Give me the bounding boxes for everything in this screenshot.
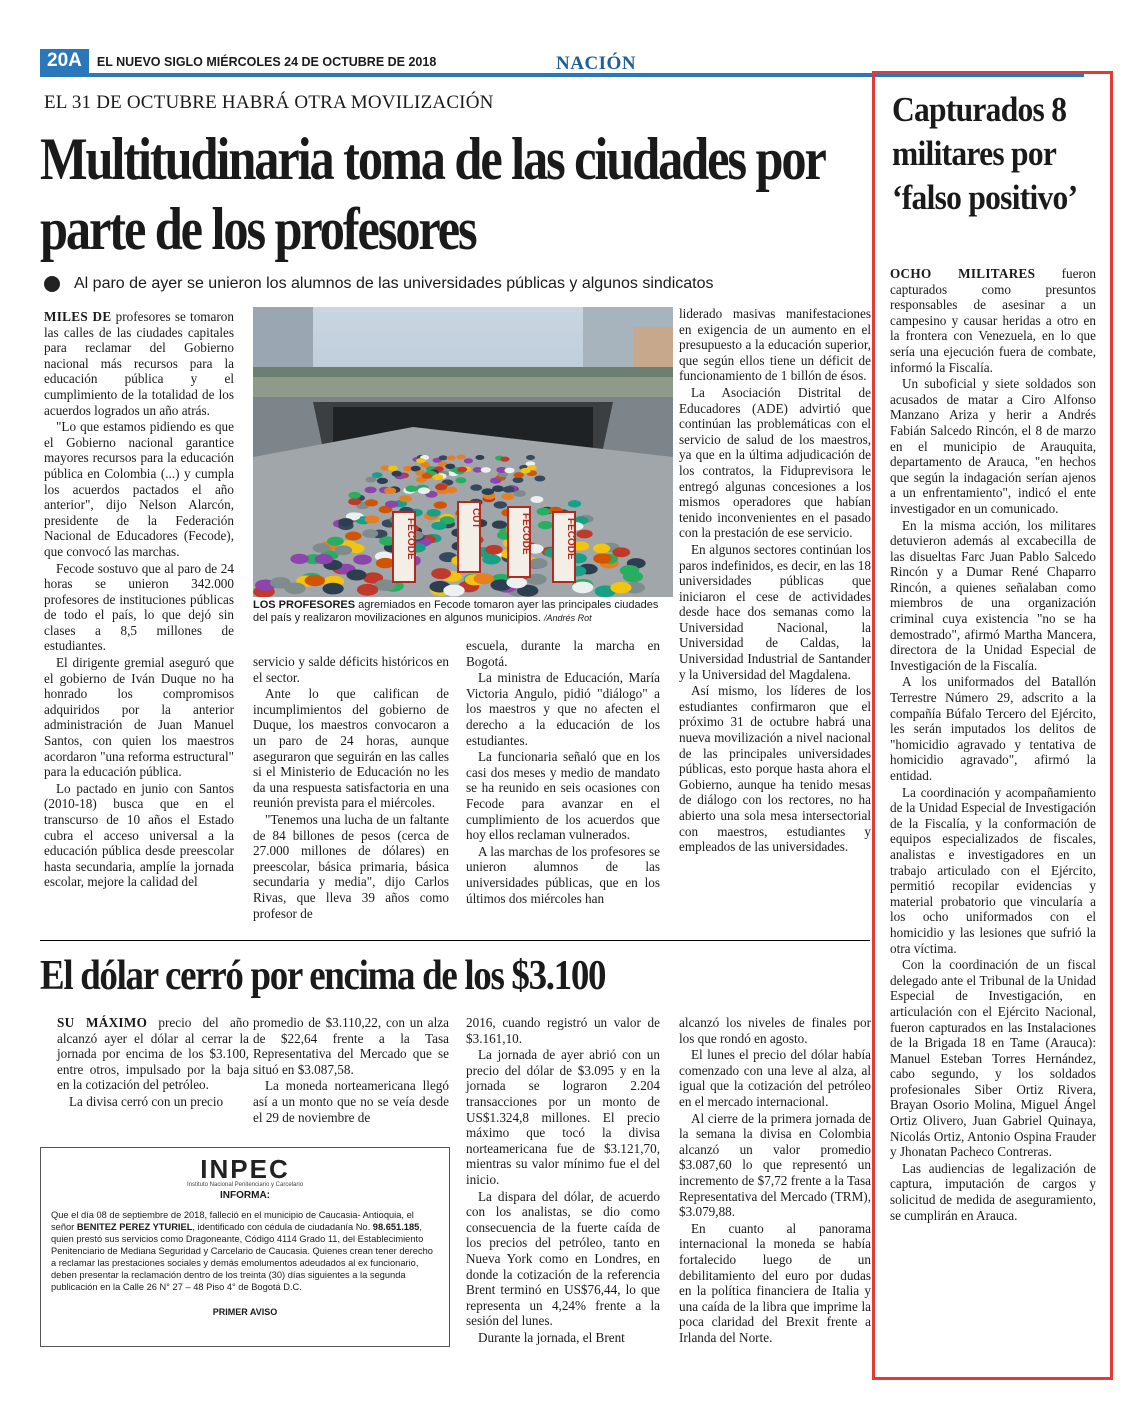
umbrella-shape xyxy=(470,484,482,490)
umbrella-shape xyxy=(435,484,447,490)
sidebar-headline: Capturados 8 militares por ‘falso positivo’ xyxy=(892,90,1078,217)
umbrella-shape xyxy=(406,485,418,492)
umbrella-shape xyxy=(353,555,372,565)
protest-sign-label: FECODE xyxy=(565,518,576,560)
paragraph: El lunes el precio del dólar había comenzado con una leve al alza, al igual que la cotización del petróleo en el mercado internacional. xyxy=(679,1047,871,1109)
umbrella-shape xyxy=(492,521,507,529)
umbrella-shape xyxy=(482,488,494,495)
umbrella-shape xyxy=(464,458,473,463)
umbrella-shape xyxy=(315,554,333,564)
umbrella-shape xyxy=(593,553,611,563)
paragraph: MILES DE profesores se tomaron las calles de las ciudades capitales para reclamar del Gobierno nacional más recursos para la educación pública y el cumplimiento de la totalidad de los acuerdos logrados un año atrás. xyxy=(44,309,234,418)
paragraph: Lo pactado en junio con Santos (2010-18) busca que en el transcurso de 10 años el Estado cubra el acceso universal a la educación pública desde preescolar hasta secundaria, amplíe la jornada escolar, mejore la calidad del xyxy=(44,780,234,890)
bullet-icon xyxy=(44,276,60,292)
inpec-logo: INPEC xyxy=(200,1154,290,1184)
paragraph: Durante la jornada, el Brent xyxy=(478,1329,625,1345)
umbrella-shape xyxy=(447,456,456,461)
paragraph: OCHO MILITARES fueron capturados como presuntos responsables de asesinar a un campesino y causar heridas a otro en la frontera con Venezuela, en lo que sería una ejecución fuera de combate, informó la Fiscalía. xyxy=(890,266,1097,375)
umbrella-shape xyxy=(531,496,544,503)
umbrella-shape xyxy=(338,518,353,526)
umbrella-shape xyxy=(376,558,395,568)
protest-photo-illustration xyxy=(253,307,673,597)
umbrella-shape xyxy=(529,558,548,568)
umbrella-shape xyxy=(422,473,433,479)
umbrella-shape xyxy=(513,477,524,483)
umbrella-shape xyxy=(290,554,308,564)
main-headline: Multitudinaria toma de las ciudades por parte de los profesores xyxy=(40,126,824,262)
paper-date: EL NUEVO SIGLO MIÉRCOLES 24 DE OCTUBRE DE 2018 xyxy=(96,55,437,69)
paragraph: SU MÁXIMO precio del año alcanzó ayer el dólar al cerrar la jornada por encima de los $3.100, entre otros, impulsado por la baja en la cotización del petróleo. xyxy=(57,1015,249,1093)
main-column-3 xyxy=(466,638,660,907)
umbrella-shape xyxy=(431,568,451,579)
umbrella-shape xyxy=(439,455,448,460)
protest-sign-label: FECODE xyxy=(405,518,416,560)
inpec-body-post: , quien prestó sus servicios como Dragoneante, Código 4114 Grado 11, del Establecimiento Penitenciario de Mediana Seguridad y Carcelario de Caucasia. Quienes crean tener derecho a reclamar las prestaciones sociales y demás emolumentos adeudados al ex funcionario, deben presentar la reclamación dentro de los treinta (30) días siguientes a la segunda publicación en la Calle 26 N° 27 – 48 Piso 4° de Bogotá D.C. xyxy=(51,1222,433,1292)
umbrella-shape xyxy=(490,478,501,484)
protest-sign-label: CUT xyxy=(470,508,481,529)
umbrella-shape xyxy=(481,467,491,473)
dollar-column-4 xyxy=(679,1015,871,1346)
umbrella-shape xyxy=(431,522,446,530)
paragraph-lead: MILES DE xyxy=(44,309,112,324)
umbrella-shape xyxy=(514,490,526,497)
protest-sign-label: FECODE xyxy=(520,513,531,555)
protest-sign xyxy=(393,512,416,582)
paragraph: servicio y salde déficits históricos en el sector. xyxy=(253,654,449,685)
dollar-column-2 xyxy=(253,1015,449,1126)
umbrella-shape xyxy=(620,565,640,576)
dollar-headline: El dólar cerró por encima de los $3.100 xyxy=(40,953,606,999)
inpec-notice xyxy=(40,1147,450,1347)
photo-credit: /Andrés Rot xyxy=(544,613,592,623)
umbrella-shape xyxy=(270,577,291,588)
page-number: 20A xyxy=(40,49,89,73)
dollar-column-3 xyxy=(466,1015,660,1346)
section-name: NACIÓN xyxy=(556,53,637,74)
umbrella-shape xyxy=(520,468,530,474)
paragraph: promedio de $3.110,22, con un alza de $22,64 frente a la Tasa Representativa del Mercado que se situó en $3.087,58. xyxy=(253,1015,449,1077)
paragraph: La jornada de ayer abrió con un precio del dólar de $3.095 y en la jornada se lograron 2.204 transacciones por un monto de US$1.324,8 millones. El precio máximo que tocó la divisa norteamericana fue de $3.121,70, mientras su valor mínimo fue el del inicio. xyxy=(466,1047,660,1187)
paragraph: 2016, cuando registró un valor de $3.161,10. xyxy=(466,1015,660,1046)
umbrella-shape xyxy=(347,570,367,581)
umbrella-shape xyxy=(418,487,430,494)
umbrella-shape xyxy=(457,467,467,473)
paragraph: La Asociación Distrital de Educadores (ADE) advirtió que continúan las problemáticas con el servicio de salud de los maestros, ya que en la última adjudicación de los contratos, la Fiduprevisora le entregó algunas concesiones a los mismos operadores que habían tenido inconvenientes en el pasado con la prestación de ese servicio. xyxy=(679,384,871,541)
umbrella-shape xyxy=(504,468,514,474)
paragraph: Así mismo, los líderes de los estudiantes confirmaron que el próximo 31 de octubre habrá una nueva movilización a nivel nacional de las principales universidades públicas, esto porque hasta ahora el Gobierno, aunque ha tenido mesas de diálogo con los rectores, no ha abierto una sola mesa intersectorial con maestros, estudiantes y empleados de las universidades. xyxy=(679,683,871,855)
umbrella-shape xyxy=(506,577,527,588)
paragraph: La ministra de Educación, María Victoria Angulo, pidió "diálogo" a los maestros y que no afecten el derecho a la educación de los estudiantes. xyxy=(466,670,660,748)
umbrella-shape xyxy=(388,466,398,471)
paragraph: Ante lo que califican de incumplimientos del gobierno de Duque, los maestros convocaron a un paro de 24 horas, aunque aseguraron que seguirán en las calles si el Ministerio de Educación no les da una respuesta satisfactoria en una reunión prevista para el miércoles. xyxy=(253,686,449,811)
paragraph: Un suboficial y siete soldados son acusados de matar a Ciro Alfonso Manzano Ariza y herir a Andrés Fabián Salcedo Rincón, el 8 de marzo en el municipio de Arauquita, departamento de Arauca, "en hechos que según la indagación serían ajenos a un enfrentamiento", indicó el ente investigador en un comunicado. xyxy=(890,376,1096,516)
article-divider xyxy=(40,940,870,941)
umbrella-shape xyxy=(327,537,344,546)
main-kicker: EL 31 DE OCTUBRE HABRÁ OTRA MOVILIZACIÓN xyxy=(44,92,494,113)
caption-lead: LOS PROFESORES xyxy=(253,599,356,611)
umbrella-shape xyxy=(443,585,464,597)
inpec-id-number: 98.651.185 xyxy=(372,1222,420,1232)
photo-caption xyxy=(253,599,673,625)
inpec-body-mid: , identificado con cédula de ciudadanía No. xyxy=(192,1222,373,1232)
paragraph: La moneda norteamericana llegó así a un monto que no se veía desde el 29 de noviembre de xyxy=(253,1078,449,1125)
paragraph: En algunos sectores continúan los paros indefinidos, es decir, en las 18 universidades públicas que iniciaron el cese de actividades desde hace dos semanas como la Universidad Nacional, la Universidad de Caldas, la Universidad Industrial de Santander y la Universidad del Magdalena. xyxy=(679,541,871,682)
umbrella-shape xyxy=(345,532,361,541)
paragraph: La coordinación y acompañamiento de la Unidad Especial de Investigación de la Fiscalía, y la conformación de equipos especializados de fiscales, analistas e investigadores en un trabajo articulado con el Ejército, permitió recopilar evidencias y material probatorio que vincularía a los ocho uniformados con el homicidio y las lesiones que sufrió la otra víctima. xyxy=(890,784,1096,956)
paragraph: alcanzó los niveles de finales por los que rondó en agosto. xyxy=(679,1015,871,1046)
paragraph: La dispara del dólar, de acuerdo con los analistas, se dio como consecuencia de la fuerte caída de los precios del petróleo, tanto en Nueva York como en Londres, en donde la cotización de la referencia Brent terminó en US$76,44, lo que representa un 4,24% frente a la sesión del lunes. xyxy=(466,1188,660,1329)
inpec-footer: PRIMER AVISO xyxy=(212,1307,278,1317)
umbrella-shape xyxy=(365,487,377,494)
main-column-4 xyxy=(679,306,871,856)
sidebar-column xyxy=(890,266,1096,1224)
umbrella-shape xyxy=(305,575,325,586)
paragraph: A los uniformados del Batallón Terrestre Número 29, adscrito a la compañía Búfalo Tercero del Ejército, les serán imputados los delitos de "homicidio agravado y tentativa de homicidio agravado", afirmó la entidad. xyxy=(890,674,1096,783)
protest-sign xyxy=(458,502,481,572)
umbrella-shape xyxy=(372,472,383,478)
umbrella-shape xyxy=(610,582,631,594)
inpec-logo-subtitle: Instituto Nacional Penitenciario y Carcelario xyxy=(186,1182,304,1188)
umbrella-shape xyxy=(474,573,494,584)
umbrella-shape xyxy=(513,472,524,478)
umbrella-shape xyxy=(427,509,441,517)
paragraph: Con la coordinación de un fiscal delegado ante el Tribunal de la Unidad Especial de Investigación, en articulación con el Ejército Nacional, fueron capturados en las Instalaciones de la Brigada 18 en Tame (Arauca): Manuel Esteban Torres Hernández, cabo segundo, y los soldados profesionales Siber Ortiz Rivera, Brayan Osorio Molina, Miguel Ángel Ortiz Olivero, Juan Gabriel Quinaya, Nicolás Ortiz, Antonio Ospina Frauder y Jhonatan Pacheco Contreras. xyxy=(890,957,1096,1160)
umbrella-shape xyxy=(455,477,466,483)
paragraph: A las marchas de los profesores se unieron alumnos de las universidades públicas, que en los últimos dos miércoles han xyxy=(466,843,660,906)
umbrella-shape xyxy=(399,495,412,502)
umbrella-shape xyxy=(348,498,361,505)
umbrella-shape xyxy=(348,492,361,499)
paragraph: Fecode sostuvo que al paro de 24 horas se unieron 342.000 profesores de instituciones públicas de todo el país, lo que dejó sin clases a 8,5 millones de estudiantes. xyxy=(44,560,234,654)
umbrella-shape xyxy=(457,455,466,460)
umbrella-shape xyxy=(538,521,553,529)
umbrella-shape xyxy=(537,508,551,516)
protest-photo xyxy=(253,307,673,597)
umbrella-shape xyxy=(365,515,380,523)
umbrella-shape xyxy=(313,543,330,553)
main-column-1 xyxy=(44,309,234,891)
umbrella-shape xyxy=(392,471,402,477)
paragraph: El dirigente gremial aseguró que el gobierno de Iván Duque no ha honrado los compromisos adquiridos por la anterior administración de Juan Manuel Santos, con quien los maestros acordaron "una reforma estructural" para la educación pública. xyxy=(44,655,234,780)
umbrella-shape xyxy=(612,547,630,557)
umbrella-shape xyxy=(534,476,545,482)
umbrella-shape xyxy=(416,458,425,463)
umbrella-shape xyxy=(357,584,378,596)
inpec-title: INFORMA: xyxy=(220,1190,270,1201)
umbrella-shape xyxy=(500,457,509,462)
paragraph: Al cierre de la primera jornada de la semana la divisa en Colombia alcanzó un valor promedio $3.087,60 lo que representó un incremento de $7,72 frente a la Tasa Representativa del Mercado (TRM), $3.079,88. xyxy=(679,1110,871,1220)
umbrella-shape xyxy=(434,501,447,508)
subheadline-text: Al paro de ayer se unieron los alumnos de las universidades públicas y algunos sindicatos xyxy=(74,275,714,292)
paragraph-lead: SU MÁXIMO xyxy=(57,1015,148,1030)
umbrella-shape xyxy=(485,545,503,555)
umbrella-shape xyxy=(385,501,398,508)
umbrella-shape xyxy=(365,499,378,506)
paragraph: "Tenemos una lucha de un faltante de 84 billones de pesos (cerca de 27.000 millones de dólares) en preescolar, básica primaria, básica secundaria y media", dijo Carlos Rivas, que lleva 39 años como profesor de xyxy=(253,811,449,921)
paragraph: La divisa cerró con un precio xyxy=(69,1093,224,1109)
paragraph: escuela, durante la marcha en Bogotá. xyxy=(466,638,660,669)
umbrella-shape xyxy=(593,544,610,554)
umbrella-shape xyxy=(384,487,396,494)
inpec-deceased-name: BENITEZ PEREZ YTURIEL xyxy=(76,1222,193,1232)
inpec-body xyxy=(51,1209,439,1293)
umbrella-shape xyxy=(494,501,507,508)
paragraph: En la misma acción, los militares detuvieron además al excabecilla de las disueltas Farc Juan Pablo Salcedo Rincón y a Dumar René Chaparro Rincón, a quienes señalaban como miembros de una organización criminal cuya existencia "no se ha demostrado", afirmó Martha Mancera, directora de la Unidad Especial de Investigación de la Fiscalía. xyxy=(890,517,1096,673)
umbrella-shape xyxy=(335,545,353,555)
umbrella-shape xyxy=(502,493,515,500)
umbrella-shape xyxy=(475,455,484,460)
umbrella-shape xyxy=(503,486,515,493)
dollar-column-1 xyxy=(57,1015,249,1111)
protest-sign xyxy=(553,512,576,582)
paragraph-lead: OCHO MILITARES xyxy=(890,266,1036,281)
umbrella-shape xyxy=(377,478,388,484)
main-column-2 xyxy=(253,654,449,922)
umbrella-shape xyxy=(526,455,535,460)
umbrella-shape xyxy=(568,500,581,507)
paragraph: "Lo que estamos pidiendo es que el Gobierno nacional garantice mayores recursos para la educación pública en Colombia (...) y cumpla los acuerdos pactados el año anterior", dijo Nelson Alarcón, presidente de la Federación Nacional de Educadores (Fecode), que convocó las marchas. xyxy=(44,419,234,559)
umbrella-shape xyxy=(445,464,455,469)
caption-text: agremiados en Fecode tomaron ayer las principales ciudades del país y realizaron movilizaciones en algunos municipios. xyxy=(253,599,659,624)
paragraph: Las audiencias de legalización de captura, imputación de cargos y solicitud de medida de aseguramiento, se cumplirán en Arauca. xyxy=(890,1160,1096,1223)
protest-sign xyxy=(508,507,531,577)
umbrella-shape xyxy=(572,582,593,594)
paragraph: liderado masivas manifestaciones en exigencia de un aumento en el presupuesto a la educación superior, que según ellos tiene un déficit de funcionamiento de 1 billón de ésos. xyxy=(679,306,871,384)
paragraph: La funcionaria señaló que en los casi dos meses y medio de mandato se ha reunido en seis ocasiones con Fecode para avanzar en el cumplimiento de los acuerdos que hoy ellos reclaman vulnerados. xyxy=(466,749,660,843)
umbrella-shape xyxy=(577,530,593,539)
inpec-body-pre: Que el día 08 de septiembre de 2018, falleció en el municipio de Caucasia- Antioquia, el señor xyxy=(51,1210,414,1232)
umbrella-shape xyxy=(323,583,344,595)
paragraph: En cuanto al panorama internacional la moneda se había fortalecido luego de un debilitamiento del euro por dudas en la política financiera de Italia y una caída de la libra que imprime la poca claridad del Brexit frente a Irlanda del Norte. xyxy=(679,1220,871,1345)
umbrella-shape xyxy=(362,529,378,538)
main-subheadline xyxy=(44,275,713,293)
